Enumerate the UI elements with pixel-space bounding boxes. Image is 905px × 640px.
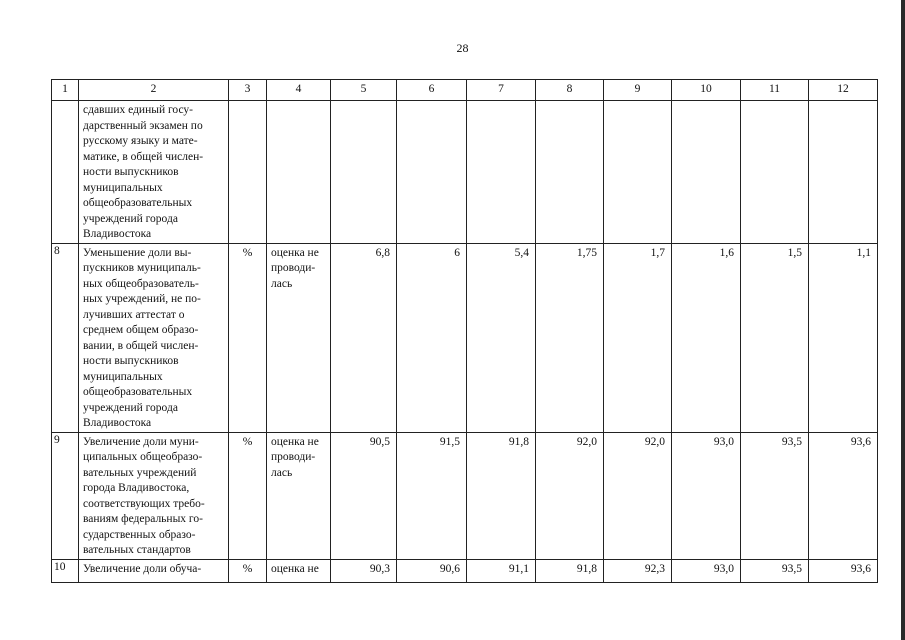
indicator-name [79, 432, 229, 559]
indicator-name-line: вательных учреждений [83, 466, 197, 479]
indicator-name-line: ности выпускников [83, 355, 179, 367]
value-cell [397, 101, 467, 244]
indicator-name-line: ных учреждений, не по- [83, 293, 201, 305]
value-cell: 91,8 [467, 432, 536, 559]
column-number: 10 [672, 80, 741, 101]
indicator-name-line: вательных стандартов [83, 544, 191, 556]
base-value-line: оценка не [271, 246, 319, 259]
table-row [52, 559, 878, 582]
indicator-name-line: вании, в общей числен- [83, 339, 199, 352]
indicator-name-line: Увеличение доли обуча- [83, 562, 202, 575]
value-cell: 93,5 [741, 432, 809, 559]
value-cell: 6,8 [331, 243, 397, 432]
value-cell [331, 101, 397, 244]
indicator-name-line: ципальных общеобразо- [83, 451, 203, 463]
indicator-name-line: сдавших единый госу- [83, 104, 193, 116]
value-cell: 93,6 [809, 559, 878, 582]
indicator-table [51, 79, 878, 583]
page-number: 28 [456, 41, 469, 55]
value-cell: 91,5 [397, 432, 467, 559]
base-value-line: оценка не [271, 562, 319, 575]
indicator-name-line: ности выпускников [83, 166, 179, 178]
indicator-name-line: общеобразовательных [83, 197, 193, 209]
value-cell: 1,7 [604, 243, 672, 432]
table-row [52, 432, 878, 559]
indicator-name-line: матике, в общей числен- [83, 150, 204, 163]
value-cell: 92,0 [604, 432, 672, 559]
column-number: 2 [79, 80, 229, 101]
indicator-name-line: ных общеобразователь- [83, 277, 199, 290]
indicator-name-line: ваниям федеральных го- [83, 513, 203, 525]
base-value-line: проводи- [271, 262, 316, 274]
indicator-name-line: русскому языку и мате- [83, 135, 198, 147]
value-cell [467, 101, 536, 244]
row-number: 9 [52, 432, 79, 559]
column-number: 8 [536, 80, 604, 101]
indicator-name-line: Уменьшение доли вы- [83, 246, 192, 259]
value-cell: 93,0 [672, 559, 741, 582]
base-value-cell [267, 432, 331, 559]
value-cell [741, 101, 809, 244]
column-number: 6 [397, 80, 467, 101]
base-value-line: лась [271, 466, 293, 479]
unit-cell [229, 101, 267, 244]
indicator-name-line: города Владивостока, [83, 482, 190, 494]
value-cell: 91,1 [467, 559, 536, 582]
value-cell: 5,4 [467, 243, 536, 432]
value-cell: 92,3 [604, 559, 672, 582]
value-cell: 1,5 [741, 243, 809, 432]
value-cell: 1,1 [809, 243, 878, 432]
indicator-name-line: учреждений города [83, 212, 178, 225]
value-cell [809, 101, 878, 244]
row-number: 10 [52, 559, 79, 582]
value-cell: 92,0 [536, 432, 604, 559]
value-cell [604, 101, 672, 244]
base-value-cell [267, 101, 331, 244]
table-body [52, 80, 878, 583]
value-cell: 6 [397, 243, 467, 432]
column-number: 3 [229, 80, 267, 101]
indicator-name-line: сударственных образо- [83, 528, 196, 541]
indicator-name-line: дарственный экзамен по [83, 119, 203, 132]
value-cell: 90,3 [331, 559, 397, 582]
scan-edge [901, 0, 905, 640]
indicator-name [79, 243, 229, 432]
value-cell: 90,6 [397, 559, 467, 582]
base-value-cell [267, 243, 331, 432]
value-cell [672, 101, 741, 244]
column-number: 7 [467, 80, 536, 101]
indicator-name-line: общеобразовательных [83, 386, 193, 398]
indicator-name [79, 559, 229, 582]
column-number-row [52, 80, 878, 101]
indicator-name-line: Увеличение доли муни- [83, 435, 199, 448]
column-number: 4 [267, 80, 331, 101]
base-value-line: лась [271, 277, 293, 290]
indicator-name-line: муниципальных [83, 370, 163, 383]
unit-cell: % [229, 432, 267, 559]
column-number: 1 [52, 80, 79, 101]
row-number: 8 [52, 243, 79, 432]
column-number: 5 [331, 80, 397, 101]
indicator-name-line: Владивостока [83, 228, 152, 240]
value-cell [536, 101, 604, 244]
value-cell: 93,6 [809, 432, 878, 559]
value-cell: 91,8 [536, 559, 604, 582]
column-number: 12 [809, 80, 878, 101]
indicator-name-line: соответствующих требо- [83, 497, 205, 510]
unit-cell: % [229, 559, 267, 582]
table-row [52, 243, 878, 432]
indicator-name-line: Владивостока [83, 417, 152, 429]
value-cell: 1,75 [536, 243, 604, 432]
indicator-name [79, 101, 229, 244]
value-cell: 93,0 [672, 432, 741, 559]
row-number [52, 101, 79, 244]
unit-cell: % [229, 243, 267, 432]
indicator-name-line: учреждений города [83, 401, 178, 414]
table-row [52, 101, 878, 244]
base-value-line: оценка не [271, 435, 319, 448]
indicator-name-line: среднем общем образо- [83, 324, 199, 336]
indicator-name-line: лучивших аттестат о [83, 308, 185, 321]
value-cell: 1,6 [672, 243, 741, 432]
indicator-name-line: муниципальных [83, 181, 163, 194]
base-value-cell [267, 559, 331, 582]
value-cell: 93,5 [741, 559, 809, 582]
column-number: 11 [741, 80, 809, 101]
value-cell: 90,5 [331, 432, 397, 559]
column-number: 9 [604, 80, 672, 101]
base-value-line: проводи- [271, 451, 316, 463]
indicator-name-line: пускников муниципаль- [83, 262, 201, 274]
